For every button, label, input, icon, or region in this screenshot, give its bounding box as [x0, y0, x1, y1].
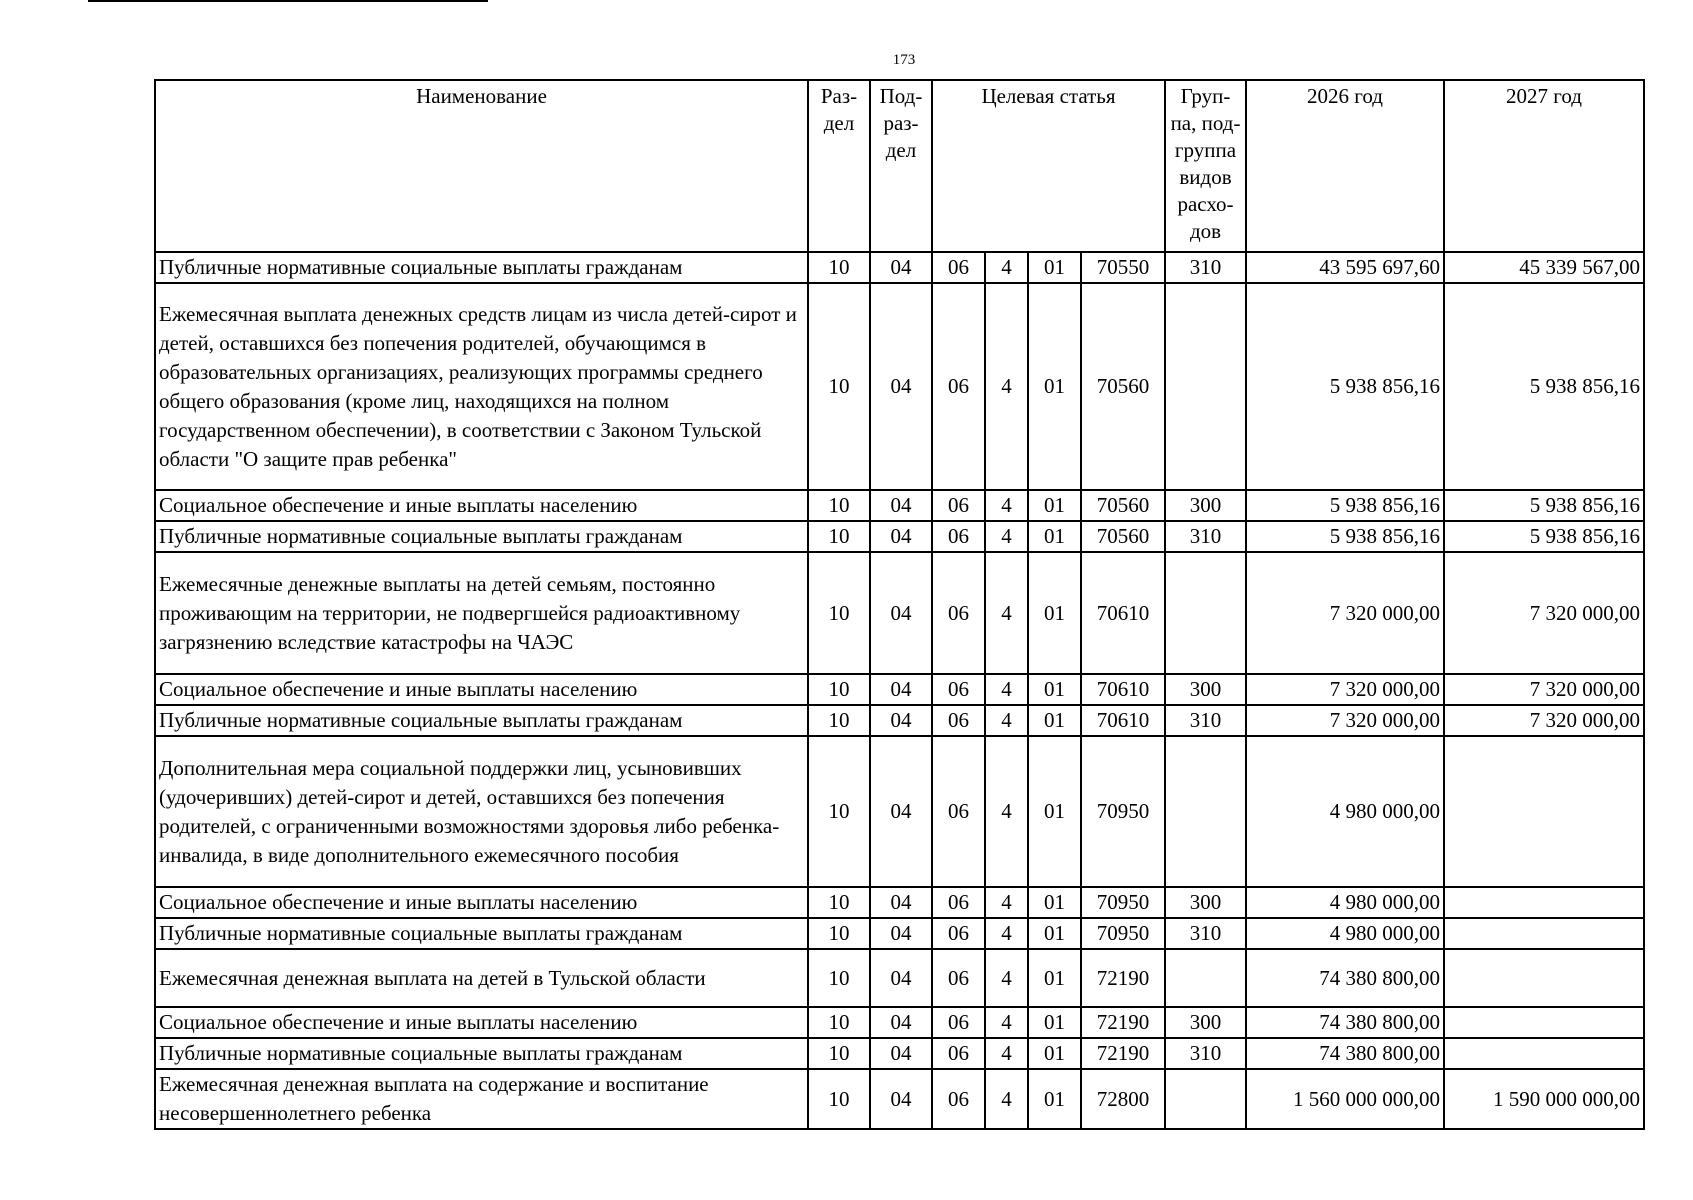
row-target-program: 06 — [932, 705, 985, 736]
table-row — [155, 887, 1644, 918]
row-amount-2026: 43 595 697,60 — [1246, 252, 1444, 283]
row-target-direction: 70610 — [1081, 705, 1165, 736]
row-expense-group — [1165, 949, 1246, 1007]
row-subsection: 04 — [870, 1038, 932, 1069]
row-section: 10 — [808, 705, 870, 736]
row-subsection: 04 — [870, 705, 932, 736]
row-target-type: 4 — [985, 949, 1028, 1007]
table-row — [155, 1038, 1644, 1069]
row-target-direction: 72190 — [1081, 949, 1165, 1007]
row-section: 10 — [808, 887, 870, 918]
row-target-subprogram: 01 — [1028, 674, 1081, 705]
row-target-direction: 70560 — [1081, 521, 1165, 552]
row-target-direction: 70610 — [1081, 674, 1165, 705]
row-subsection: 04 — [870, 490, 932, 521]
row-target-program: 06 — [932, 490, 985, 521]
row-target-program: 06 — [932, 552, 985, 674]
row-target-type: 4 — [985, 736, 1028, 887]
row-target-subprogram: 01 — [1028, 1007, 1081, 1038]
budget-table — [154, 79, 1645, 1130]
header-section: Раз- дел — [808, 80, 870, 252]
row-section: 10 — [808, 918, 870, 949]
row-target-type: 4 — [985, 283, 1028, 490]
row-section: 10 — [808, 1069, 870, 1129]
row-name: Публичные нормативные социальные выплаты гражданам — [155, 705, 808, 736]
row-section: 10 — [808, 736, 870, 887]
row-target-subprogram: 01 — [1028, 918, 1081, 949]
row-target-type: 4 — [985, 705, 1028, 736]
header-subsection: Под- раз- дел — [870, 80, 932, 252]
row-expense-group — [1165, 552, 1246, 674]
row-target-type: 4 — [985, 674, 1028, 705]
row-target-program: 06 — [932, 283, 985, 490]
row-target-direction: 70950 — [1081, 918, 1165, 949]
table-row — [155, 1069, 1644, 1129]
row-target-direction: 72190 — [1081, 1007, 1165, 1038]
row-name: Дополнительная мера социальной поддержки лиц, усыновивших (удочеривших) детей-сирот и детей, оставшихся без попечения родителей, с ограниченными возможностями здоровья либо ребенка-инвалида, в виде дополнительного ежемесячного пособия — [155, 736, 808, 887]
row-section: 10 — [808, 521, 870, 552]
row-target-direction: 70560 — [1081, 283, 1165, 490]
table-row — [155, 918, 1644, 949]
row-expense-group: 310 — [1165, 705, 1246, 736]
row-expense-group: 310 — [1165, 521, 1246, 552]
row-amount-2027: 5 938 856,16 — [1444, 521, 1644, 552]
row-target-direction: 70610 — [1081, 552, 1165, 674]
row-amount-2026: 4 980 000,00 — [1246, 918, 1444, 949]
row-subsection: 04 — [870, 283, 932, 490]
row-target-program: 06 — [932, 674, 985, 705]
row-expense-group — [1165, 736, 1246, 887]
row-amount-2027 — [1444, 1038, 1644, 1069]
row-subsection: 04 — [870, 552, 932, 674]
row-name: Публичные нормативные социальные выплаты гражданам — [155, 1038, 808, 1069]
row-target-type: 4 — [985, 521, 1028, 552]
row-name: Ежемесячные денежные выплаты на детей семьям, постоянно проживающим на территории, не подвергшейся радиоактивному загрязнению вследствие катастрофы на ЧАЭС — [155, 552, 808, 674]
row-target-subprogram: 01 — [1028, 736, 1081, 887]
table-header-row — [155, 80, 1644, 252]
row-subsection: 04 — [870, 252, 932, 283]
row-section: 10 — [808, 674, 870, 705]
page-number: 173 — [892, 52, 916, 68]
row-target-type: 4 — [985, 552, 1028, 674]
row-amount-2026: 74 380 800,00 — [1246, 1038, 1444, 1069]
row-target-program: 06 — [932, 252, 985, 283]
header-target-article: Целевая статья — [932, 80, 1165, 252]
table-row — [155, 490, 1644, 521]
row-expense-group — [1165, 1069, 1246, 1129]
header-year-2027: 2027 год — [1444, 80, 1644, 252]
row-name: Публичные нормативные социальные выплаты гражданам — [155, 918, 808, 949]
row-name: Социальное обеспечение и иные выплаты населению — [155, 887, 808, 918]
row-amount-2027: 5 938 856,16 — [1444, 490, 1644, 521]
header-year-2026: 2026 год — [1246, 80, 1444, 252]
table-row — [155, 252, 1644, 283]
row-amount-2026: 4 980 000,00 — [1246, 736, 1444, 887]
row-target-direction: 70550 — [1081, 252, 1165, 283]
row-amount-2026: 1 560 000 000,00 — [1246, 1069, 1444, 1129]
row-target-subprogram: 01 — [1028, 521, 1081, 552]
row-target-subprogram: 01 — [1028, 949, 1081, 1007]
row-target-subprogram: 01 — [1028, 1038, 1081, 1069]
row-target-subprogram: 01 — [1028, 490, 1081, 521]
row-target-program: 06 — [932, 736, 985, 887]
row-target-subprogram: 01 — [1028, 887, 1081, 918]
row-name: Ежемесячная выплата денежных средств лицам из числа детей-сирот и детей, оставшихся без попечения родителей, обучающимся в образовательных организациях, реализующих программы среднего общего образования (кроме лиц, находящихся на полном государственном обеспечении), в соответствии с Законом Тульской области "О защите прав ребенка" — [155, 283, 808, 490]
row-target-program: 06 — [932, 1038, 985, 1069]
row-section: 10 — [808, 1038, 870, 1069]
row-name: Ежемесячная денежная выплата на детей в Тульской области — [155, 949, 808, 1007]
row-amount-2027 — [1444, 1007, 1644, 1038]
row-amount-2026: 5 938 856,16 — [1246, 283, 1444, 490]
row-target-type: 4 — [985, 1007, 1028, 1038]
row-section: 10 — [808, 283, 870, 490]
row-expense-group: 310 — [1165, 1038, 1246, 1069]
row-amount-2026: 7 320 000,00 — [1246, 552, 1444, 674]
row-name: Социальное обеспечение и иные выплаты населению — [155, 674, 808, 705]
row-name: Ежемесячная денежная выплата на содержание и воспитание несовершеннолетнего ребенка — [155, 1069, 808, 1129]
table-row — [155, 552, 1644, 674]
row-amount-2027: 1 590 000 000,00 — [1444, 1069, 1644, 1129]
row-expense-group: 310 — [1165, 918, 1246, 949]
row-target-type: 4 — [985, 918, 1028, 949]
row-amount-2027: 7 320 000,00 — [1444, 705, 1644, 736]
table-row — [155, 736, 1644, 887]
row-target-direction: 72800 — [1081, 1069, 1165, 1129]
table-row — [155, 705, 1644, 736]
row-expense-group: 300 — [1165, 1007, 1246, 1038]
row-target-direction: 70560 — [1081, 490, 1165, 521]
row-amount-2027 — [1444, 918, 1644, 949]
row-subsection: 04 — [870, 887, 932, 918]
table-row — [155, 949, 1644, 1007]
row-name: Социальное обеспечение и иные выплаты населению — [155, 1007, 808, 1038]
row-target-subprogram: 01 — [1028, 552, 1081, 674]
row-subsection: 04 — [870, 736, 932, 887]
row-amount-2026: 5 938 856,16 — [1246, 521, 1444, 552]
row-target-program: 06 — [932, 521, 985, 552]
row-amount-2026: 4 980 000,00 — [1246, 887, 1444, 918]
row-target-program: 06 — [932, 1007, 985, 1038]
row-expense-group: 300 — [1165, 674, 1246, 705]
row-amount-2026: 7 320 000,00 — [1246, 674, 1444, 705]
row-name: Публичные нормативные социальные выплаты гражданам — [155, 252, 808, 283]
row-section: 10 — [808, 552, 870, 674]
row-subsection: 04 — [870, 1007, 932, 1038]
row-section: 10 — [808, 252, 870, 283]
row-target-subprogram: 01 — [1028, 1069, 1081, 1129]
row-subsection: 04 — [870, 674, 932, 705]
row-section: 10 — [808, 490, 870, 521]
row-amount-2026: 74 380 800,00 — [1246, 1007, 1444, 1038]
row-subsection: 04 — [870, 521, 932, 552]
header-expense-group: Груп- па, под- группа видов расхо- дов — [1165, 80, 1246, 252]
row-target-subprogram: 01 — [1028, 252, 1081, 283]
row-amount-2027: 5 938 856,16 — [1444, 283, 1644, 490]
row-target-direction: 70950 — [1081, 887, 1165, 918]
row-subsection: 04 — [870, 949, 932, 1007]
row-target-direction: 72190 — [1081, 1038, 1165, 1069]
row-section: 10 — [808, 949, 870, 1007]
row-amount-2026: 5 938 856,16 — [1246, 490, 1444, 521]
row-section: 10 — [808, 1007, 870, 1038]
header-name: Наименование — [155, 80, 808, 252]
row-amount-2027: 45 339 567,00 — [1444, 252, 1644, 283]
top-rule — [88, 0, 488, 2]
row-target-type: 4 — [985, 252, 1028, 283]
row-target-program: 06 — [932, 949, 985, 1007]
row-target-subprogram: 01 — [1028, 283, 1081, 490]
row-expense-group: 300 — [1165, 490, 1246, 521]
row-expense-group: 300 — [1165, 887, 1246, 918]
row-name: Публичные нормативные социальные выплаты гражданам — [155, 521, 808, 552]
row-amount-2027 — [1444, 736, 1644, 887]
row-name: Социальное обеспечение и иные выплаты населению — [155, 490, 808, 521]
row-subsection: 04 — [870, 1069, 932, 1129]
row-amount-2027: 7 320 000,00 — [1444, 552, 1644, 674]
table-row — [155, 283, 1644, 490]
row-target-type: 4 — [985, 490, 1028, 521]
row-target-subprogram: 01 — [1028, 705, 1081, 736]
row-target-direction: 70950 — [1081, 736, 1165, 887]
table-row — [155, 521, 1644, 552]
row-target-type: 4 — [985, 1038, 1028, 1069]
row-amount-2026: 74 380 800,00 — [1246, 949, 1444, 1007]
row-amount-2027 — [1444, 887, 1644, 918]
row-expense-group — [1165, 283, 1246, 490]
row-subsection: 04 — [870, 918, 932, 949]
row-expense-group: 310 — [1165, 252, 1246, 283]
table-row — [155, 1007, 1644, 1038]
row-target-program: 06 — [932, 1069, 985, 1129]
row-target-type: 4 — [985, 1069, 1028, 1129]
row-target-program: 06 — [932, 887, 985, 918]
row-amount-2027: 7 320 000,00 — [1444, 674, 1644, 705]
row-target-type: 4 — [985, 887, 1028, 918]
row-amount-2027 — [1444, 949, 1644, 1007]
row-target-program: 06 — [932, 918, 985, 949]
table-row — [155, 674, 1644, 705]
row-amount-2026: 7 320 000,00 — [1246, 705, 1444, 736]
